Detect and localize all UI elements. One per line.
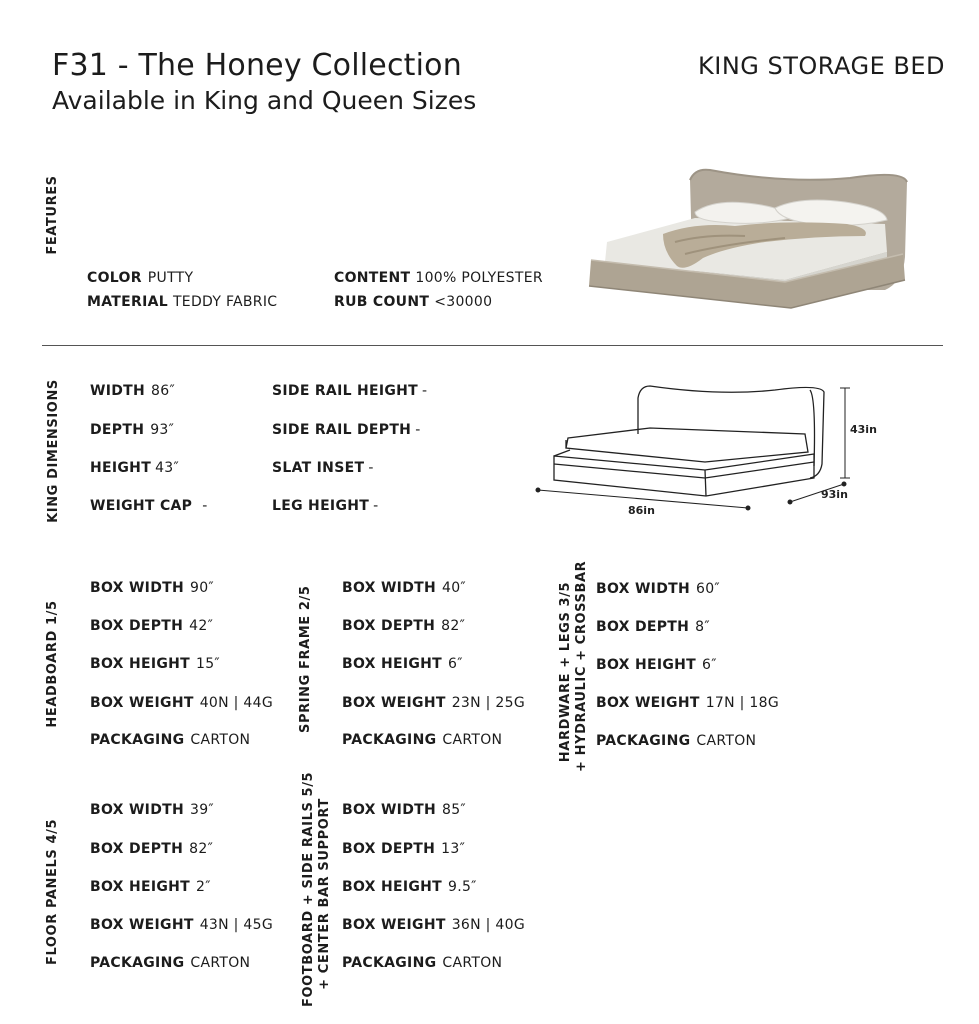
floor-panels-packaging-row <box>90 955 250 971</box>
headboard-height-row <box>90 656 220 672</box>
headboard-height-value: 15″ <box>196 656 220 672</box>
color-row <box>87 270 193 286</box>
content-value: 100% POLYESTER <box>415 270 543 286</box>
hardware-depth-row <box>596 619 710 635</box>
box-width-label: BOX WIDTH <box>342 802 436 818</box>
hardware-weight-row <box>596 695 779 711</box>
height-row <box>90 460 179 476</box>
box-depth-label: BOX DEPTH <box>342 841 436 857</box>
box-width-label: BOX WIDTH <box>90 580 184 596</box>
footboard-height-value: 9.5″ <box>448 879 477 895</box>
box-depth-label: BOX DEPTH <box>90 841 184 857</box>
spring-frame-packaging-value: CARTON <box>442 732 503 748</box>
content-row <box>334 270 543 286</box>
footboard-weight-value: 36N | 40G <box>451 917 525 933</box>
slat-inset-row <box>272 460 374 476</box>
rub-count-label: RUB COUNT <box>334 294 430 310</box>
color-value: PUTTY <box>147 270 194 286</box>
footboard-depth-row <box>342 841 465 857</box>
box-height-label: BOX HEIGHT <box>342 879 442 895</box>
spring-frame-height-value: 6″ <box>448 656 463 672</box>
box-width-label: BOX WIDTH <box>342 580 436 596</box>
packaging-label: PACKAGING <box>342 732 437 748</box>
leg-height-row <box>272 498 378 514</box>
headboard-width-value: 90″ <box>189 580 214 596</box>
spring-frame-width-value: 40″ <box>441 580 466 596</box>
headboard-packaging-row <box>90 732 250 748</box>
content-label: CONTENT <box>334 270 411 286</box>
features-section-label: FEATURES <box>45 175 60 255</box>
headboard-box-title: HEADBOARD 1/5 <box>45 600 60 728</box>
headboard-depth-row <box>90 618 213 634</box>
floor-panels-height-value: 2″ <box>196 879 211 895</box>
box-depth-label: BOX DEPTH <box>342 618 436 634</box>
rub-count-row <box>334 294 492 310</box>
hardware-height-row <box>596 657 717 673</box>
slat-inset-label: SLAT INSET <box>272 460 365 476</box>
floor-panels-width-row <box>90 802 214 818</box>
side-rail-depth-value: - <box>415 422 421 438</box>
headboard-width-row <box>90 580 214 596</box>
height-label: HEIGHT <box>90 460 152 476</box>
spring-frame-packaging-row <box>342 732 502 748</box>
diagram-width-label: 86in <box>628 504 655 517</box>
packaging-label: PACKAGING <box>90 955 185 971</box>
footboard-depth-value: 13″ <box>441 841 466 857</box>
floor-panels-depth-value: 82″ <box>189 841 214 857</box>
hardware-box-title <box>558 560 590 772</box>
slat-inset-value: - <box>368 460 374 476</box>
weight-cap-value: - <box>202 498 208 514</box>
material-row <box>87 294 277 310</box>
depth-row <box>90 422 174 438</box>
footboard-packaging-row <box>342 955 502 971</box>
packaging-label: PACKAGING <box>90 732 185 748</box>
packaging-label: PACKAGING <box>342 955 437 971</box>
width-label: WIDTH <box>90 383 146 399</box>
spring-frame-box-title: SPRING FRAME 2/5 <box>298 585 313 733</box>
bed-product-image <box>585 162 915 310</box>
weight-cap-label: WEIGHT CAP <box>90 498 193 514</box>
diagram-depth-label: 93in <box>821 488 848 501</box>
box-depth-label: BOX DEPTH <box>90 618 184 634</box>
hardware-width-value: 60″ <box>695 581 720 597</box>
spring-frame-weight-row <box>342 695 525 711</box>
rub-count-value: <30000 <box>434 294 493 310</box>
spring-frame-width-row <box>342 580 466 596</box>
box-height-label: BOX HEIGHT <box>342 656 442 672</box>
width-value: 86″ <box>151 383 175 399</box>
leg-height-value: - <box>373 498 379 514</box>
floor-panels-width-value: 39″ <box>189 802 214 818</box>
hardware-packaging-value: CARTON <box>696 733 757 749</box>
floor-panels-depth-row <box>90 841 213 857</box>
diagram-height-label: 43in <box>850 423 877 436</box>
packaging-label: PACKAGING <box>596 733 691 749</box>
box-weight-label: BOX WEIGHT <box>596 695 700 711</box>
weight-cap-row <box>90 498 208 514</box>
spring-frame-height-row <box>342 656 463 672</box>
floor-panels-packaging-value: CARTON <box>190 955 251 971</box>
dimensions-section-label: KING DIMENSIONS <box>46 379 61 523</box>
box-height-label: BOX HEIGHT <box>90 879 190 895</box>
footboard-weight-row <box>342 917 525 933</box>
floor-panels-height-row <box>90 879 211 895</box>
section-divider <box>42 345 943 346</box>
box-height-label: BOX HEIGHT <box>596 657 696 673</box>
box-width-label: BOX WIDTH <box>596 581 690 597</box>
material-label: MATERIAL <box>87 294 168 310</box>
headboard-weight-row <box>90 695 273 711</box>
floor-panels-weight-row <box>90 917 273 933</box>
box-width-label: BOX WIDTH <box>90 802 184 818</box>
box-weight-label: BOX WEIGHT <box>90 917 194 933</box>
side-rail-depth-label: SIDE RAIL DEPTH <box>272 422 412 438</box>
footboard-width-row <box>342 802 466 818</box>
box-depth-label: BOX DEPTH <box>596 619 690 635</box>
product-type: KING STORAGE BED <box>698 52 945 80</box>
footboard-title-line1: FOOTBOARD + SIDE RAILS 5/5 <box>301 771 316 1007</box>
height-value: 43″ <box>155 460 180 476</box>
headboard-weight-value: 40N | 44G <box>199 695 273 711</box>
spring-frame-depth-value: 82″ <box>441 618 466 634</box>
floor-panels-box-title: FLOOR PANELS 4/5 <box>45 818 60 965</box>
hardware-title-line2: + HYDRAULIC + CROSSBAR <box>574 560 589 772</box>
depth-value: 93″ <box>150 422 175 438</box>
hardware-title-line1: HARDWARE + LEGS 3/5 <box>558 581 573 763</box>
depth-label: DEPTH <box>90 422 145 438</box>
hardware-width-row <box>596 581 720 597</box>
side-rail-depth-row <box>272 422 421 438</box>
footboard-width-value: 85″ <box>441 802 466 818</box>
box-weight-label: BOX WEIGHT <box>342 695 446 711</box>
footboard-title-line2: + CENTER BAR SUPPORT <box>317 798 332 990</box>
headboard-packaging-value: CARTON <box>190 732 251 748</box>
page-subtitle: Available in King and Queen Sizes <box>52 86 477 115</box>
side-rail-height-row <box>272 383 427 399</box>
headboard-depth-value: 42″ <box>189 618 214 634</box>
spring-frame-depth-row <box>342 618 465 634</box>
width-row <box>90 383 175 399</box>
hardware-weight-value: 17N | 18G <box>705 695 779 711</box>
box-weight-label: BOX WEIGHT <box>342 917 446 933</box>
hardware-packaging-row <box>596 733 756 749</box>
leg-height-label: LEG HEIGHT <box>272 498 370 514</box>
footboard-height-row <box>342 879 477 895</box>
hardware-depth-value: 8″ <box>695 619 710 635</box>
hardware-height-value: 6″ <box>702 657 717 673</box>
spring-frame-weight-value: 23N | 25G <box>451 695 525 711</box>
page-title: F31 - The Honey Collection <box>52 48 462 83</box>
footboard-packaging-value: CARTON <box>442 955 503 971</box>
box-weight-label: BOX WEIGHT <box>90 695 194 711</box>
box-height-label: BOX HEIGHT <box>90 656 190 672</box>
side-rail-height-value: - <box>422 383 428 399</box>
floor-panels-weight-value: 43N | 45G <box>199 917 273 933</box>
footboard-box-title <box>301 771 333 1007</box>
material-value: TEDDY FABRIC <box>172 294 278 310</box>
bed-dimension-diagram <box>530 378 880 520</box>
side-rail-height-label: SIDE RAIL HEIGHT <box>272 383 419 399</box>
color-label: COLOR <box>87 270 142 286</box>
